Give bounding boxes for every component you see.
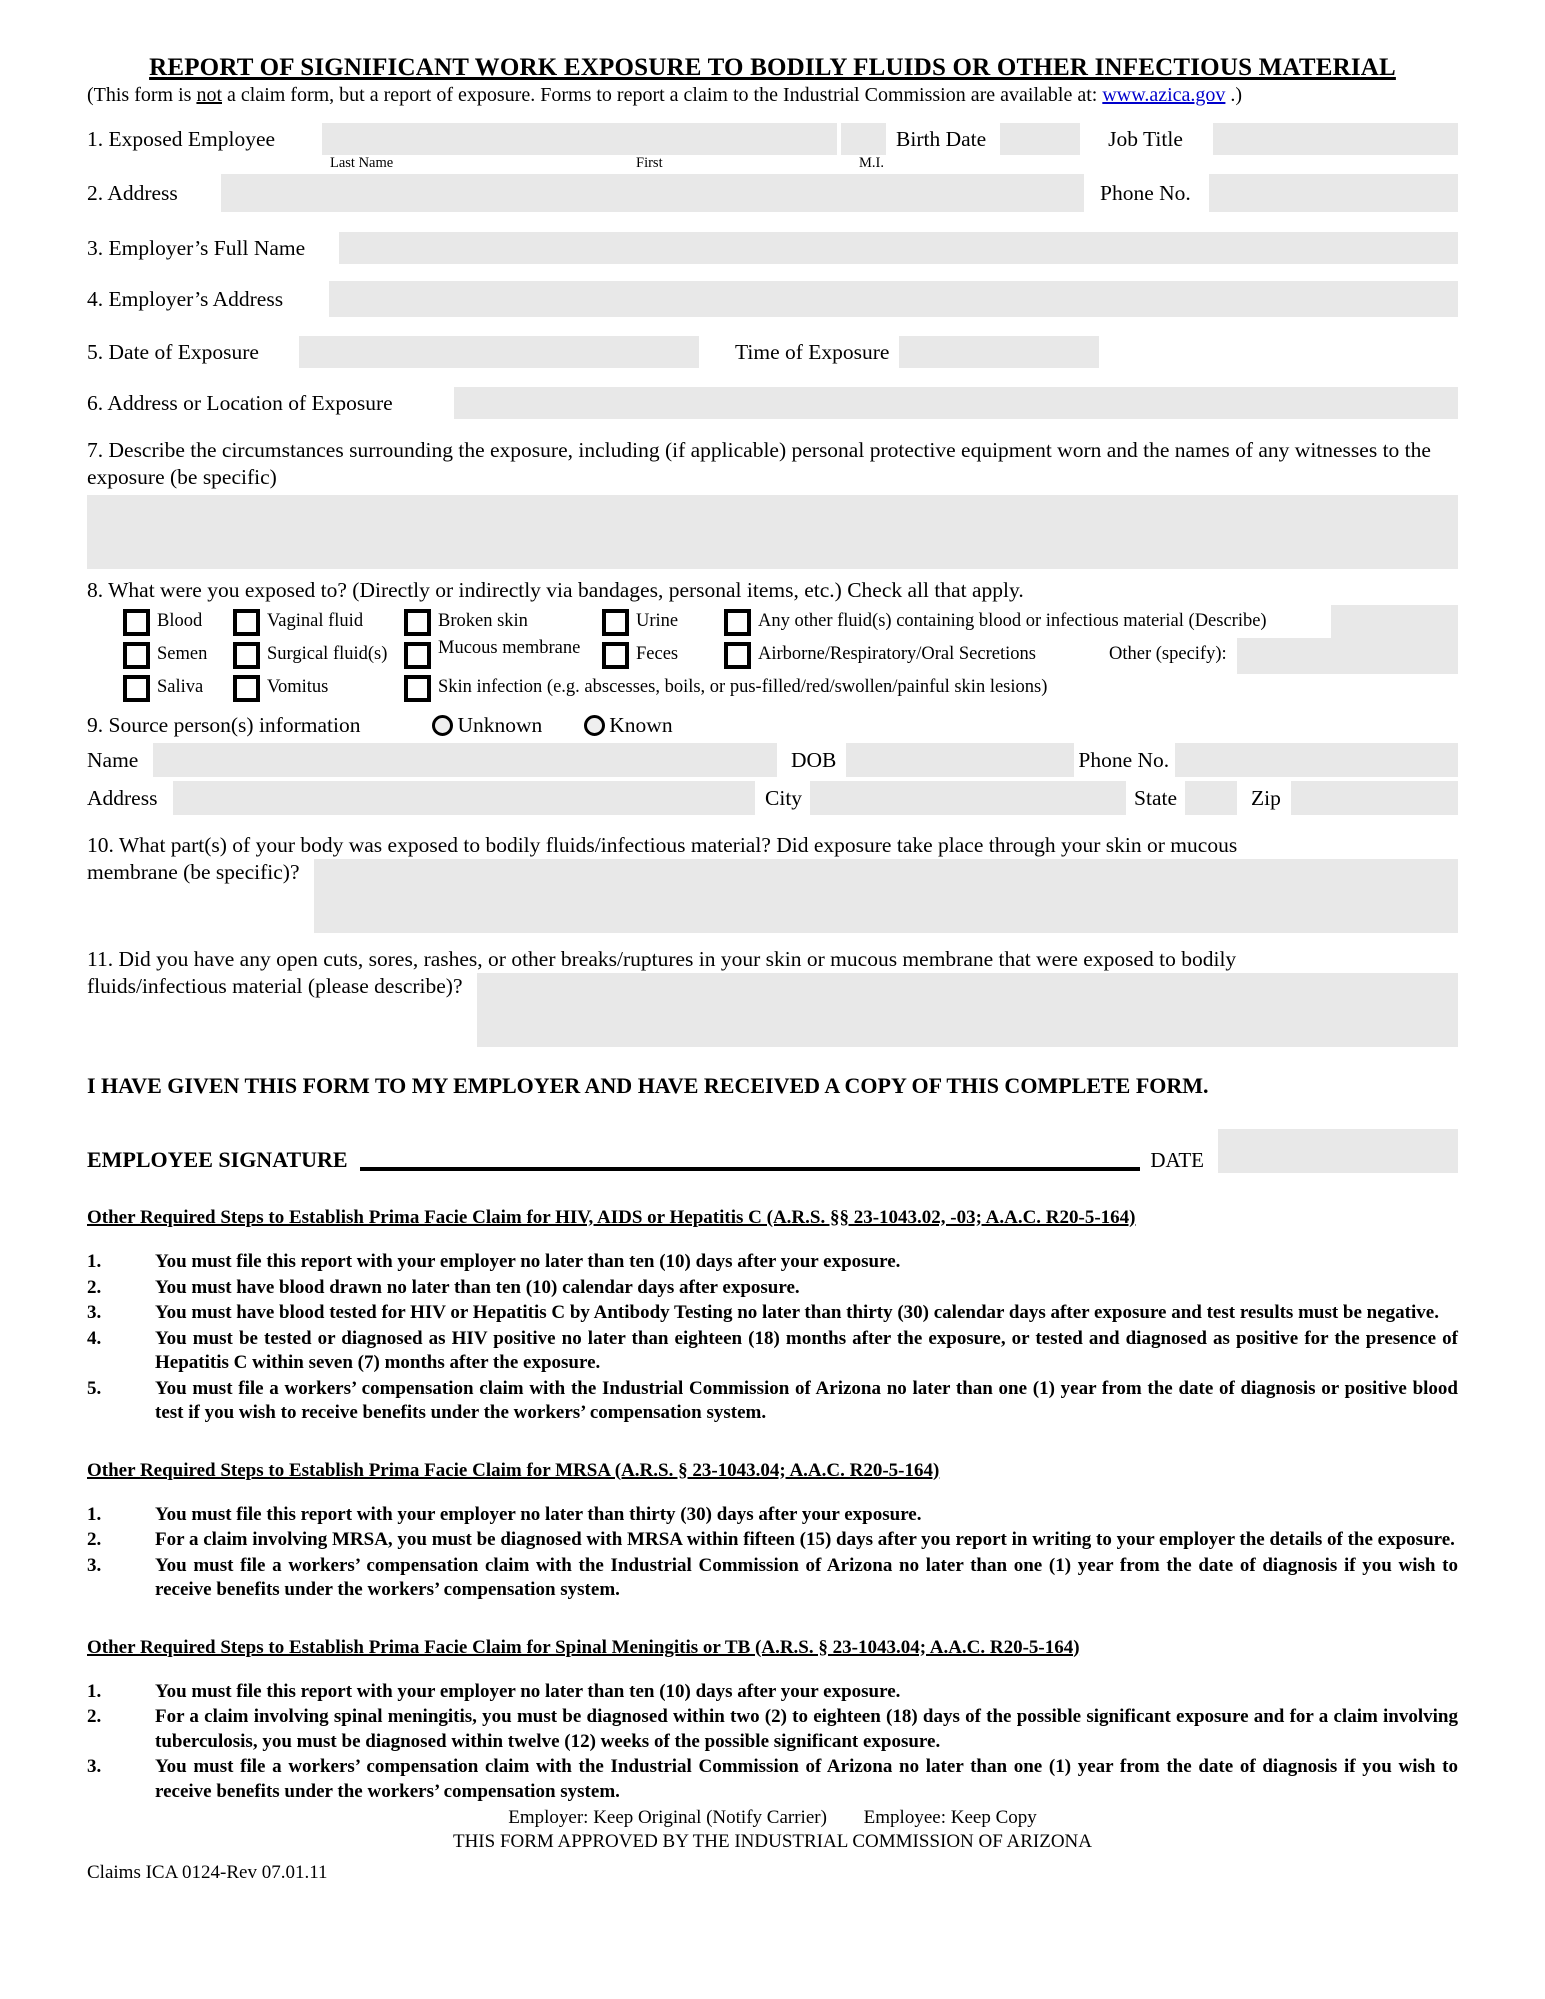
list-item (87, 1554, 1458, 1603)
list-item-number: 3. (87, 1554, 102, 1576)
employer-name-label: 3. Employer’s Full Name (87, 235, 306, 260)
radio-known-label: Known (609, 713, 673, 737)
list-item-number: 5. (87, 1377, 102, 1399)
source-zip-field[interactable] (1291, 781, 1458, 815)
exposed-employee-label: 1. Exposed Employee (87, 126, 276, 151)
phone-label: Phone No. (1100, 180, 1191, 205)
list-item-text: You must file a workers’ compensation claim with the Industrial Commission of Arizona no later than one (1) year from the date of diagnosis if you wish to receive benefits under the workers’ compensation system. (155, 1554, 1458, 1600)
checkbox-skin-infection-label: Skin infection (e.g. abscesses, boils, or pus-filled/red/swollen/painful skin lesions) (438, 677, 1048, 697)
list-item-number: 1. (87, 1503, 102, 1525)
section-meningitis-tb-heading: Other Required Steps to Establish Prima Facie Claim for Spinal Meningitis or TB (A.R.S. § 23-1043.04; A.A.C. R20-5-164) (87, 1636, 1080, 1658)
address-field[interactable] (221, 174, 1084, 212)
row-employer-address (87, 281, 1458, 317)
azica-link[interactable]: www.azica.gov (1102, 84, 1226, 106)
checkbox-semen-label: Semen (157, 644, 208, 664)
subtitle-not: not (196, 84, 222, 106)
location-exposure-label: 6. Address or Location of Exposure (87, 390, 393, 415)
radio-known[interactable] (584, 715, 605, 736)
source-name-label: Name (87, 747, 139, 772)
source-phone-field[interactable] (1175, 743, 1458, 777)
birth-date-label: Birth Date (896, 126, 987, 151)
checkbox-broken-skin[interactable] (404, 609, 431, 636)
checkbox-airborne[interactable] (724, 642, 751, 669)
checkbox-vaginal-fluid[interactable] (233, 609, 260, 636)
checkbox-feces-label: Feces (636, 644, 679, 664)
describe-circumstances-label: 7. Describe the circumstances surrounding the exposure, including (if applicable) personal protective equipment worn and the names of any witnesses to the exposure (be specific) (87, 438, 1431, 489)
row-location-exposure (87, 387, 1458, 419)
exposure-checkbox-grid (87, 609, 1458, 709)
row-employer-name (87, 232, 1458, 264)
checkbox-vaginal-fluid-label: Vaginal fluid (267, 611, 364, 631)
exposed-to-label: 8. What were you exposed to? (Directly or indirectly via bandages, personal items, etc.) Check all that apply. (87, 578, 1024, 602)
checkbox-surgical-fluid-label: Surgical fluid(s) (267, 644, 388, 664)
subtitle-mid: a claim form, but a report of exposure. Forms to report a claim to the Industrial Commission are available at: (222, 84, 1103, 106)
source-city-field[interactable] (810, 781, 1126, 815)
checkbox-any-other-fluid-label: Any other fluid(s) containing blood or infectious material (Describe) (758, 611, 1267, 631)
body-part-question-row (87, 859, 1458, 933)
source-address-label: Address (87, 785, 158, 810)
employee-signature-label: EMPLOYEE SIGNATURE (87, 1147, 348, 1172)
sublabel-last-name: Last Name (330, 155, 394, 171)
section-mrsa-heading: Other Required Steps to Establish Prima Facie Claim for MRSA (A.R.S. § 23-1043.04; A.A.C. R20-5-164) (87, 1459, 940, 1481)
list-item-number: 4. (87, 1327, 102, 1349)
list-item-text: You must have blood drawn no later than ten (10) calendar days after exposure. (155, 1276, 800, 1298)
list-item (87, 1301, 1458, 1326)
body-part-question-line2: membrane (be specific)? (87, 860, 300, 884)
list-item-number: 2. (87, 1706, 102, 1727)
address-label: 2. Address (87, 180, 178, 205)
open-cuts-field[interactable] (477, 973, 1459, 1047)
employer-address-field[interactable] (329, 281, 1458, 317)
list-item-text: You must be tested or diagnosed as HIV positive no later than eighteen (18) months after the exposure, or tested and diagnosed as positive for the presence of Hepatitis C within seven (7) months after the exposure. (155, 1327, 1458, 1373)
phone-field[interactable] (1209, 174, 1458, 212)
list-item (87, 1327, 1458, 1376)
signature-date-field[interactable] (1218, 1129, 1458, 1173)
list-item-number: 1. (87, 1251, 102, 1272)
checkbox-feces[interactable] (602, 642, 629, 669)
checkbox-mucous-membrane-label: Mucous membrane (438, 638, 581, 658)
other-specify-label: Other (specify): (1109, 644, 1227, 664)
footer-keep-employee: Employee: Keep Copy (863, 1807, 1037, 1828)
checkbox-urine[interactable] (602, 609, 629, 636)
checkbox-mucous-membrane[interactable] (404, 642, 431, 669)
signature-row (87, 1129, 1458, 1173)
source-zip-label: Zip (1251, 785, 1281, 810)
list-item (87, 1503, 1458, 1528)
checkbox-blood-label: Blood (157, 611, 203, 631)
sublabel-mi: M.I. (859, 155, 884, 171)
list-item (87, 1250, 1458, 1275)
date-exposure-field[interactable] (299, 336, 699, 368)
employee-name-field[interactable] (322, 123, 837, 155)
section-mrsa-list (87, 1503, 1458, 1603)
checkbox-any-other-fluid[interactable] (724, 609, 751, 636)
footer-approved-line: THIS FORM APPROVED BY THE INDUSTRIAL COMMISSION OF ARIZONA (452, 1831, 1093, 1852)
date-label: DATE (1150, 1148, 1204, 1172)
other-specify-field[interactable] (1237, 638, 1458, 674)
open-cuts-question-row (87, 973, 1458, 1047)
source-dob-label: DOB (791, 747, 837, 772)
source-dob-field[interactable] (846, 743, 1074, 777)
checkbox-vomitus-label: Vomitus (267, 677, 329, 697)
signature-line[interactable] (360, 1137, 1141, 1171)
source-state-field[interactable] (1185, 781, 1237, 815)
list-item-number: 1. (87, 1680, 102, 1702)
name-sublabels (87, 155, 1458, 172)
any-other-fluid-describe-field[interactable] (1331, 605, 1458, 641)
footer-keep-employer: Employer: Keep Original (Notify Carrier) (508, 1807, 827, 1828)
section-hiv-heading: Other Required Steps to Establish Prima Facie Claim for HIV, AIDS or Hepatitis C (A.R.S. §§ 23-1043.02, -03; A.A.C. R20-5-164) (87, 1207, 1136, 1228)
employee-mi-field[interactable] (841, 123, 886, 155)
page-subtitle (87, 83, 1458, 108)
checkbox-semen[interactable] (123, 642, 150, 669)
list-item-text: For a claim involving spinal meningitis, you must be diagnosed within two (2) to eighteen (18) days of the possible significant exposure and for a claim involving tuberculosis, you must be diagnosed within twelve (12) weeks of the possible significant exposure. (155, 1706, 1458, 1752)
checkbox-broken-skin-label: Broken skin (438, 611, 528, 631)
row-source-address (87, 781, 1458, 815)
employer-address-label: 4. Employer’s Address (87, 286, 284, 311)
checkbox-saliva-label: Saliva (157, 677, 204, 697)
job-title-field[interactable] (1213, 123, 1458, 155)
radio-unknown[interactable] (432, 715, 453, 736)
list-item-text: You must file a workers’ compensation claim with the Industrial Commission of Arizona no later than one (1) year from the date of diagnosis or positive blood test if you wish to receive benefits under the workers’ compensation system. (155, 1377, 1458, 1423)
list-item-number: 3. (87, 1756, 102, 1777)
footer-keep-line (87, 1806, 1458, 1830)
source-person-label: 9. Source person(s) information (87, 713, 361, 737)
checkbox-vomitus[interactable] (233, 675, 260, 702)
source-name-field[interactable] (153, 743, 777, 777)
row-date-exposure (87, 336, 1458, 368)
time-exposure-label: Time of Exposure (735, 339, 890, 364)
list-item-text: You must have blood tested for HIV or Hepatitis C by Antibody Testing no later than thirty (30) calendar days after exposure and test results must be negative. (155, 1302, 1439, 1323)
source-phone-label: Phone No. (1078, 747, 1170, 772)
checkbox-airborne-label: Airborne/Respiratory/Oral Secretions (758, 644, 1036, 664)
list-item (87, 1755, 1458, 1804)
list-item (87, 1680, 1458, 1705)
checkbox-blood[interactable] (123, 609, 150, 636)
employer-copy-statement: I HAVE GIVEN THIS FORM TO MY EMPLOYER AND HAVE RECEIVED A COPY OF THIS COMPLETE FORM. (87, 1073, 1209, 1098)
list-item (87, 1276, 1458, 1301)
checkbox-surgical-fluid[interactable] (233, 642, 260, 669)
open-cuts-question-line1: 11. Did you have any open cuts, sores, rashes, or other breaks/ruptures in your skin or mucous membrane that were exposed to bodily (87, 947, 1237, 971)
open-cuts-question-line2: fluids/infectious material (please describe)? (87, 974, 463, 998)
list-item-number: 2. (87, 1529, 102, 1550)
body-part-question-line1: 10. What part(s) of your body was exposed to bodily fluids/infectious material? Did exposure take place through your skin or mucous (87, 833, 1238, 857)
location-exposure-field[interactable] (454, 387, 1458, 419)
row-exposed-employee (87, 123, 1458, 155)
row-source-name (87, 743, 1458, 777)
subtitle-post: .) (1225, 84, 1243, 106)
list-item-number: 3. (87, 1302, 102, 1323)
list-item-text: You must file this report with your employer no later than ten (10) days after your exposure. (155, 1251, 901, 1272)
date-exposure-label: 5. Date of Exposure (87, 339, 259, 364)
checkbox-skin-infection[interactable] (404, 675, 431, 702)
body-part-field[interactable] (314, 859, 1459, 933)
row-source-person (87, 713, 1458, 738)
radio-unknown-label: Unknown (457, 713, 543, 737)
checkbox-urine-label: Urine (636, 611, 679, 631)
row-address (87, 174, 1458, 212)
list-item (87, 1377, 1458, 1426)
section-meningitis-tb-list (87, 1680, 1458, 1805)
subtitle-pre: (This form is (87, 84, 197, 106)
list-item-text: You must file this report with your employer no later than ten (10) days after your exposure. (155, 1680, 901, 1702)
footer-revision: Claims ICA 0124-Rev 07.01.11 (87, 1862, 328, 1883)
list-item-text: You must file a workers’ compensation claim with the Industrial Commission of Arizona no later than one (1) year from the date of diagnosis if you wish to receive benefits under the workers’ compensation system. (155, 1756, 1458, 1802)
sublabel-first: First (636, 155, 663, 171)
checkbox-saliva[interactable] (123, 675, 150, 702)
page-title: REPORT OF SIGNIFICANT WORK EXPOSURE TO BODILY FLUIDS OR OTHER INFECTIOUS MATERIAL (149, 54, 1396, 81)
list-item-text: For a claim involving MRSA, you must be diagnosed with MRSA within fifteen (15) days after you report in writing to your employer the details of the exposure. (155, 1529, 1455, 1550)
describe-circumstances-field[interactable] (87, 495, 1458, 569)
job-title-label: Job Title (1108, 126, 1183, 151)
list-item (87, 1528, 1458, 1553)
birth-date-field[interactable] (1000, 123, 1080, 155)
list-item-text: You must file this report with your employer no later than thirty (30) days after your exposure. (155, 1503, 922, 1525)
list-item-number: 2. (87, 1276, 102, 1298)
employer-name-field[interactable] (339, 232, 1458, 264)
section-hiv-list (87, 1250, 1458, 1426)
source-city-label: City (765, 785, 803, 810)
list-item (87, 1705, 1458, 1754)
source-state-label: State (1134, 785, 1178, 810)
source-address-field[interactable] (173, 781, 755, 815)
time-exposure-field[interactable] (899, 336, 1099, 368)
